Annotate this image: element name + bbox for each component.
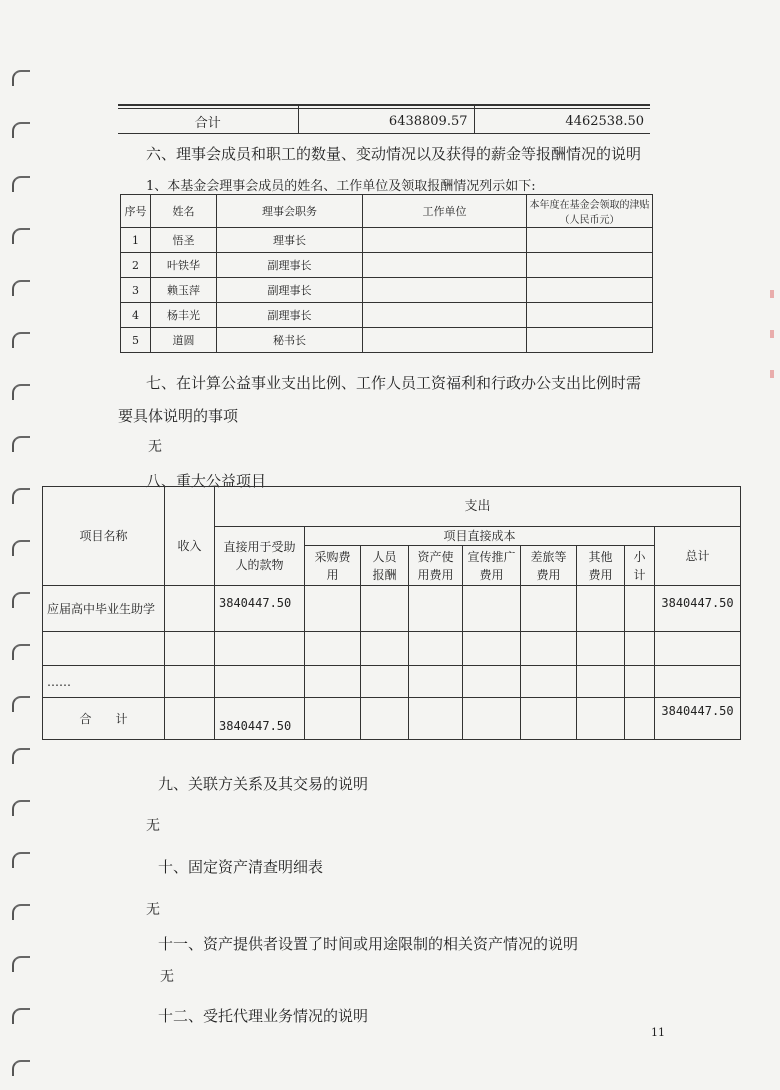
section-6-heading: 六、理事会成员和职工的数量、变动情况以及获得的薪金等报酬情况的说明 [146,145,642,163]
table-row [121,228,653,253]
binder-hole [12,228,30,244]
row-name: 悟圣 [151,228,217,253]
row-role: 副理事长 [217,303,363,328]
binder-hole [12,904,30,920]
header-income: 收入 [165,487,215,586]
binder-hole [12,488,30,504]
header-project: 项目名称 [43,487,165,586]
table-row [121,253,653,278]
row-allowance [527,228,653,253]
binder-hole [12,800,30,816]
total-value-2: 4462538.50 [474,109,650,134]
binder-hole [12,1008,30,1024]
edge-mark [770,290,774,298]
row-role: 理事长 [217,228,363,253]
section-7-heading-line1: 七、在计算公益事业支出比例、工作人员工资福利和行政办公支出比例时需 [146,374,642,392]
section-9-answer: 无 [146,818,160,834]
binder-hole [12,852,30,868]
binder-hole [12,70,30,86]
row-unit [363,278,527,303]
row-role: 秘书长 [217,328,363,353]
binder-holes [0,0,40,1090]
header-purchase: 采购费用 [305,546,361,586]
row-direct [215,666,305,698]
row-role: 副理事长 [217,278,363,303]
binder-hole [12,436,30,452]
binder-hole [12,956,30,972]
row-direct [215,632,305,666]
section-6-subheading: 1、本基金会理事会成员的姓名、工作单位及领取报酬情况列示如下: [146,179,536,194]
row-no: 3 [121,278,151,303]
row-total [655,666,741,698]
total-table [118,104,650,134]
row-no: 5 [121,328,151,353]
row-allowance [527,303,653,328]
row-name: 赖玉萍 [151,278,217,303]
header-direct: 直接用于受助人的款物 [215,527,305,586]
header-no: 序号 [121,195,151,228]
binder-hole [12,1060,30,1076]
row-total [655,632,741,666]
row-project: 应届高中毕业生助学 [43,586,165,632]
row-no: 4 [121,303,151,328]
section-9-heading: 九、关联方关系及其交易的说明 [158,775,369,793]
sum-row [43,698,741,740]
table-row [121,303,653,328]
section-8-heading: 八、重大公益项目 [146,472,267,490]
row-project: …… [43,666,165,698]
row-unit [363,328,527,353]
header-allowance: 本年度在基金会领取的津贴（人民币元） [527,195,653,228]
binder-hole [12,384,30,400]
header-travel: 差旅等费用 [521,546,577,586]
binder-hole [12,122,30,138]
row-direct: 3840447.50 [215,586,305,632]
binder-hole [12,748,30,764]
row-role: 副理事长 [217,253,363,278]
row-name: 道圆 [151,328,217,353]
header-subtotal: 小计 [625,546,655,586]
binder-hole [12,332,30,348]
header-unit: 工作单位 [363,195,527,228]
row-allowance [527,278,653,303]
edge-mark [770,370,774,378]
row-name: 杨丰光 [151,303,217,328]
table-row [121,278,653,303]
header-name: 姓名 [151,195,217,228]
section-11-heading: 十一、资产提供者设置了时间或用途限制的相关资产情况的说明 [158,935,579,953]
table-row [43,586,741,632]
binder-hole [12,696,30,712]
row-income [165,586,215,632]
section-10-heading: 十、固定资产清查明细表 [158,858,324,876]
major-projects-table [42,486,741,740]
row-allowance [527,328,653,353]
binder-hole [12,176,30,192]
header-promotion: 宣传推广费用 [463,546,521,586]
header-direct-cost: 项目直接成本 [305,527,655,546]
row-no: 1 [121,228,151,253]
header-other: 其他费用 [577,546,625,586]
row-name: 叶铁华 [151,253,217,278]
row-unit [363,228,527,253]
binder-hole [12,644,30,660]
row-allowance [527,253,653,278]
binder-hole [12,540,30,556]
binder-hole [12,592,30,608]
edge-mark [770,330,774,338]
binder-hole [12,280,30,296]
header-total: 总计 [655,527,741,586]
row-total: 3840447.50 [655,586,741,632]
table-row [43,666,741,698]
header-role: 理事会职务 [217,195,363,228]
row-unit [363,253,527,278]
row-project [43,632,165,666]
page-number: 11 [651,1026,665,1039]
table-row [43,632,741,666]
total-value-1: 6438809.57 [298,109,474,134]
sum-label: 合 计 [43,698,165,740]
table-row [121,328,653,353]
header-asset-use: 资产使用费用 [409,546,463,586]
section-11-answer: 无 [160,969,174,985]
section-12-heading: 十二、受托代理业务情况的说明 [158,1007,369,1025]
header-expense: 支出 [215,487,741,527]
section-7-heading-line2: 要具体说明的事项 [118,407,239,425]
row-unit [363,303,527,328]
board-members-table [120,194,653,353]
total-label: 合计 [118,109,298,134]
section-10-answer: 无 [146,902,160,918]
header-personnel: 人员报酬 [361,546,409,586]
section-7-answer: 无 [148,439,162,455]
sum-total: 3840447.50 [655,698,741,740]
row-no: 2 [121,253,151,278]
sum-direct: 3840447.50 [215,698,305,740]
